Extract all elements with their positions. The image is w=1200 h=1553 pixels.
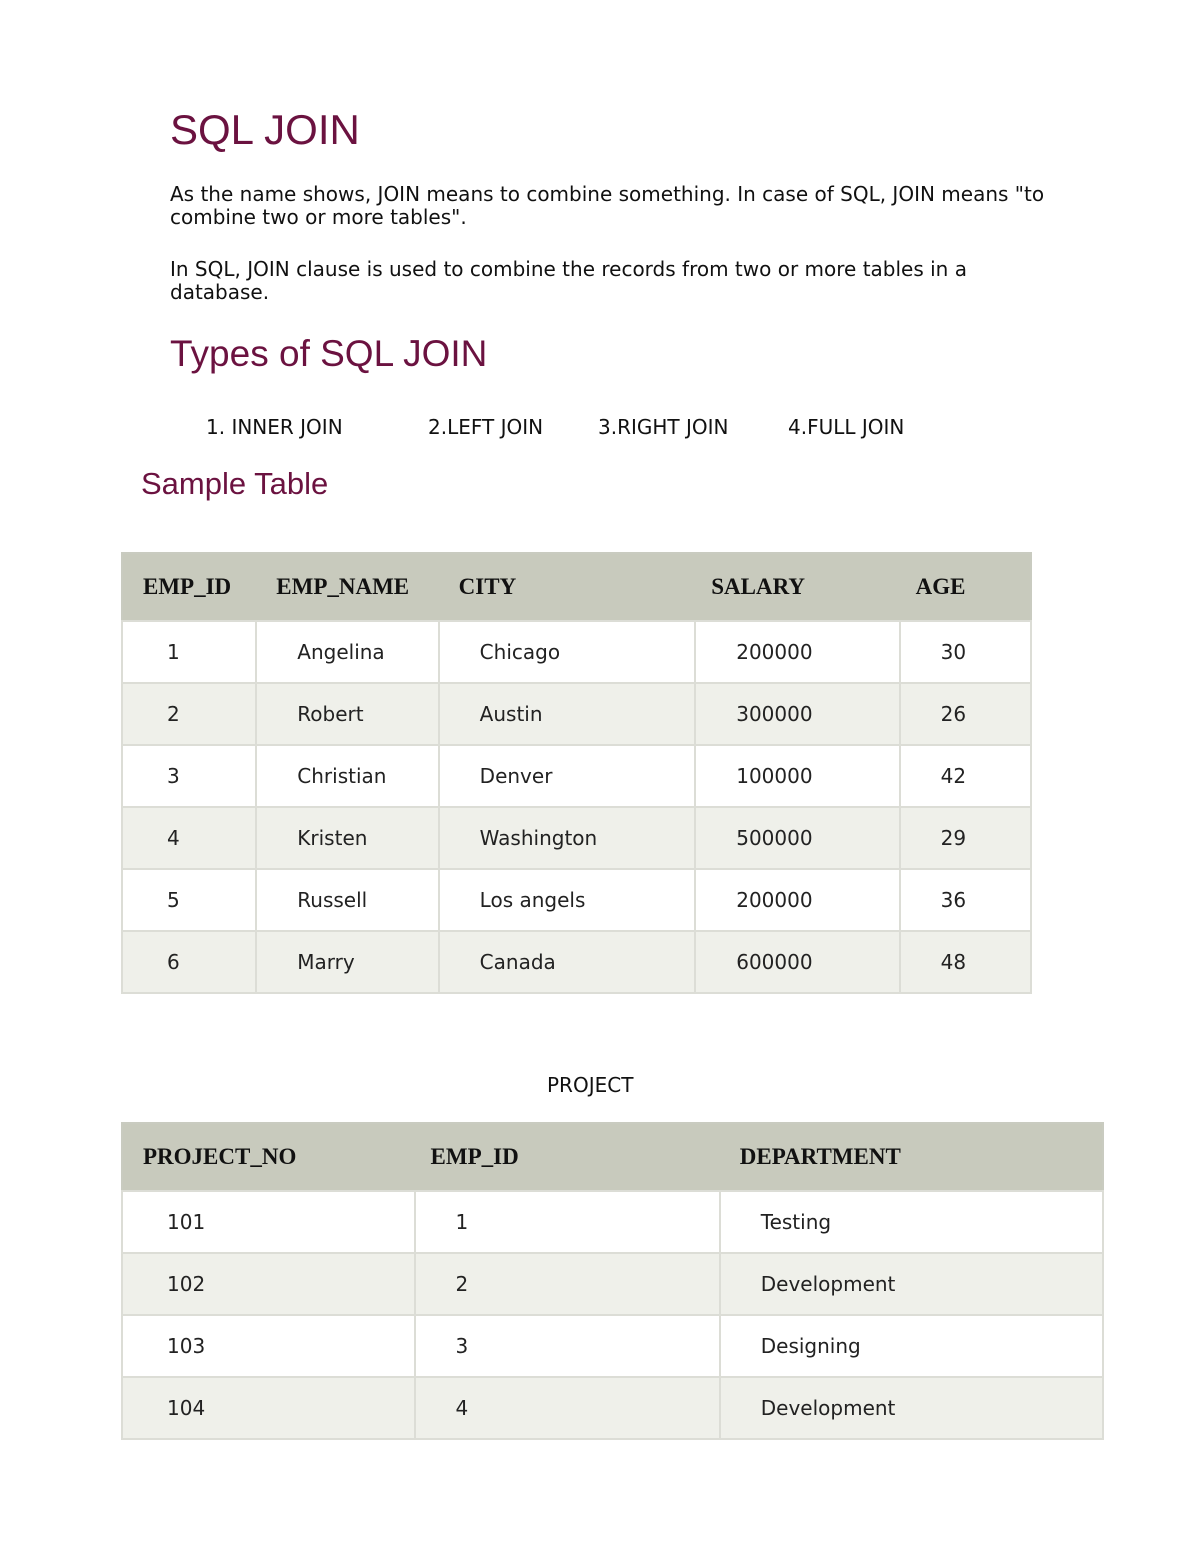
join-type-inner: 1. INNER JOIN xyxy=(206,415,343,439)
cell-salary: 500000 xyxy=(695,807,899,869)
cell-emp-id: 1 xyxy=(122,621,256,683)
cell-department: Testing xyxy=(720,1191,1103,1253)
cell-emp-id: 2 xyxy=(122,683,256,745)
col-header-department: DEPARTMENT xyxy=(720,1123,1103,1191)
table-row xyxy=(122,683,1031,745)
col-header-emp-name: EMP_NAME xyxy=(256,553,438,621)
join-type-left: 2.LEFT JOIN xyxy=(428,415,544,439)
cell-emp-id: 2 xyxy=(415,1253,720,1315)
project-header-row xyxy=(122,1123,1103,1191)
types-heading: Types of SQL JOIN xyxy=(170,333,488,374)
page-title: SQL JOIN xyxy=(170,106,360,153)
cell-emp-name: Christian xyxy=(256,745,438,807)
cell-age: 29 xyxy=(900,807,1031,869)
col-header-emp-id: EMP_ID xyxy=(122,553,256,621)
table-row xyxy=(122,1315,1103,1377)
cell-emp-name: Angelina xyxy=(256,621,438,683)
col-header-project-no: PROJECT_NO xyxy=(122,1123,415,1191)
cell-emp-name: Marry xyxy=(256,931,438,993)
employee-table xyxy=(121,552,1032,994)
cell-age: 26 xyxy=(900,683,1031,745)
table-row xyxy=(122,1377,1103,1439)
cell-emp-id: 6 xyxy=(122,931,256,993)
col-header-emp-id: EMP_ID xyxy=(415,1123,720,1191)
table-row xyxy=(122,1191,1103,1253)
cell-salary: 200000 xyxy=(695,869,899,931)
sample-table-heading: Sample Table xyxy=(141,466,329,501)
cell-salary: 200000 xyxy=(695,621,899,683)
intro-paragraph-2: In SQL, JOIN clause is used to combine the records from two or more tables in a database. xyxy=(170,257,967,304)
cell-project-no: 102 xyxy=(122,1253,415,1315)
table-row xyxy=(122,1253,1103,1315)
cell-salary: 300000 xyxy=(695,683,899,745)
cell-project-no: 103 xyxy=(122,1315,415,1377)
cell-salary: 600000 xyxy=(695,931,899,993)
cell-city: Chicago xyxy=(439,621,696,683)
cell-age: 30 xyxy=(900,621,1031,683)
cell-emp-name: Kristen xyxy=(256,807,438,869)
cell-department: Development xyxy=(720,1377,1103,1439)
cell-emp-id: 4 xyxy=(415,1377,720,1439)
table-row xyxy=(122,869,1031,931)
cell-city: Canada xyxy=(439,931,696,993)
table-row xyxy=(122,621,1031,683)
cell-emp-name: Russell xyxy=(256,869,438,931)
cell-age: 36 xyxy=(900,869,1031,931)
col-header-age: AGE xyxy=(900,553,1031,621)
cell-city: Denver xyxy=(439,745,696,807)
cell-age: 48 xyxy=(900,931,1031,993)
cell-salary: 100000 xyxy=(695,745,899,807)
intro-paragraph-1: As the name shows, JOIN means to combine something. In case of SQL, JOIN means "to combine two or more tables". xyxy=(170,182,1045,229)
table-row xyxy=(122,807,1031,869)
cell-emp-id: 1 xyxy=(415,1191,720,1253)
project-table-caption: PROJECT xyxy=(547,1073,634,1097)
cell-city: Austin xyxy=(439,683,696,745)
cell-emp-id: 4 xyxy=(122,807,256,869)
cell-city: Los angels xyxy=(439,869,696,931)
cell-project-no: 101 xyxy=(122,1191,415,1253)
cell-project-no: 104 xyxy=(122,1377,415,1439)
table-row xyxy=(122,931,1031,993)
cell-age: 42 xyxy=(900,745,1031,807)
employee-header-row xyxy=(122,553,1031,621)
join-type-full: 4.FULL JOIN xyxy=(788,415,905,439)
cell-emp-id: 3 xyxy=(122,745,256,807)
col-header-salary: SALARY xyxy=(695,553,899,621)
cell-emp-id: 3 xyxy=(415,1315,720,1377)
cell-emp-id: 5 xyxy=(122,869,256,931)
cell-department: Designing xyxy=(720,1315,1103,1377)
cell-emp-name: Robert xyxy=(256,683,438,745)
table-row xyxy=(122,745,1031,807)
cell-department: Development xyxy=(720,1253,1103,1315)
col-header-city: CITY xyxy=(439,553,696,621)
cell-city: Washington xyxy=(439,807,696,869)
join-type-right: 3.RIGHT JOIN xyxy=(598,415,729,439)
project-table xyxy=(121,1122,1104,1440)
